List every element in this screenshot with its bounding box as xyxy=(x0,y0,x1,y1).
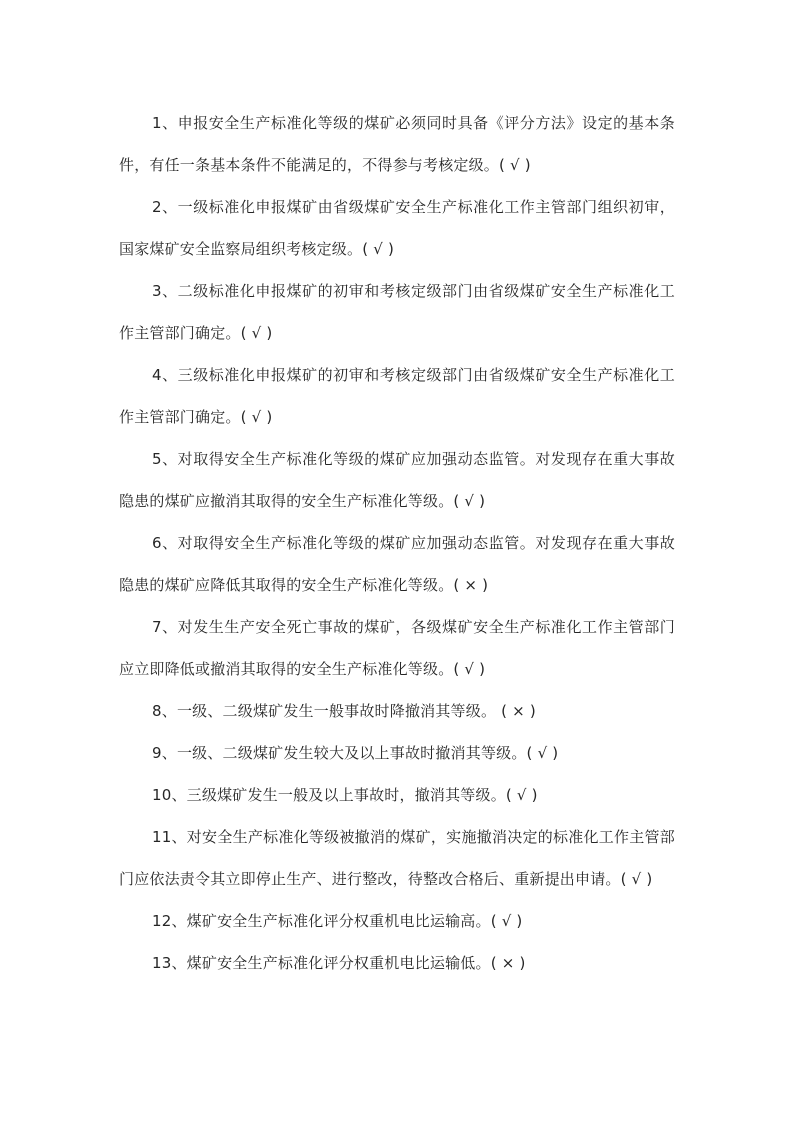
question-item-7: 7、对发生生产安全死亡事故的煤矿，各级煤矿安全生产标准化工作主管部门应立即降低或撤消其取得的安全生产标准化等级。( √ ) xyxy=(119,618,675,678)
question-item-13: 13、煤矿安全生产标准化评分权重机电比运输低。( × ) xyxy=(152,954,526,972)
question-item-2: 2、一级标准化申报煤矿由省级煤矿安全生产标准化工作主管部门组织初审，国家煤矿安全监察局组织考核定级。( √ ) xyxy=(119,198,675,258)
question-item-11: 11、对安全生产标准化等级被撤消的煤矿，实施撤消决定的标准化工作主管部门应依法责令其立即停止生产、进行整改，待整改合格后、重新提出申请。( √ ) xyxy=(119,828,675,888)
question-item-8: 8、一级、二级煤矿发生一般事故时降撤消其等级。 ( × ) xyxy=(152,702,536,720)
question-item-3: 3、二级标准化申报煤矿的初审和考核定级部门由省级煤矿安全生产标准化工作主管部门确定。( √ ) xyxy=(119,282,675,342)
question-item-4: 4、三级标准化申报煤矿的初审和考核定级部门由省级煤矿安全生产标准化工作主管部门确定。( √ ) xyxy=(119,366,675,426)
question-item-9: 9、一级、二级煤矿发生较大及以上事故时撤消其等级。( √ ) xyxy=(152,744,559,762)
question-item-5: 5、对取得安全生产标准化等级的煤矿应加强动态监管。对发现存在重大事故隐患的煤矿应撤消其取得的安全生产标准化等级。( √ ) xyxy=(119,450,675,510)
question-item-10: 10、三级煤矿发生一般及以上事故时，撤消其等级。( √ ) xyxy=(152,786,538,804)
question-item-12: 12、煤矿安全生产标准化评分权重机电比运输高。( √ ) xyxy=(152,912,523,930)
document-body xyxy=(119,102,675,984)
question-item-6: 6、对取得安全生产标准化等级的煤矿应加强动态监管。对发现存在重大事故隐患的煤矿应降低其取得的安全生产标准化等级。( × ) xyxy=(119,534,675,594)
question-item-1: 1、申报安全生产标准化等级的煤矿必须同时具备《评分方法》设定的基本条件，有任一条基本条件不能满足的，不得参与考核定级。( √ ) xyxy=(119,114,675,174)
